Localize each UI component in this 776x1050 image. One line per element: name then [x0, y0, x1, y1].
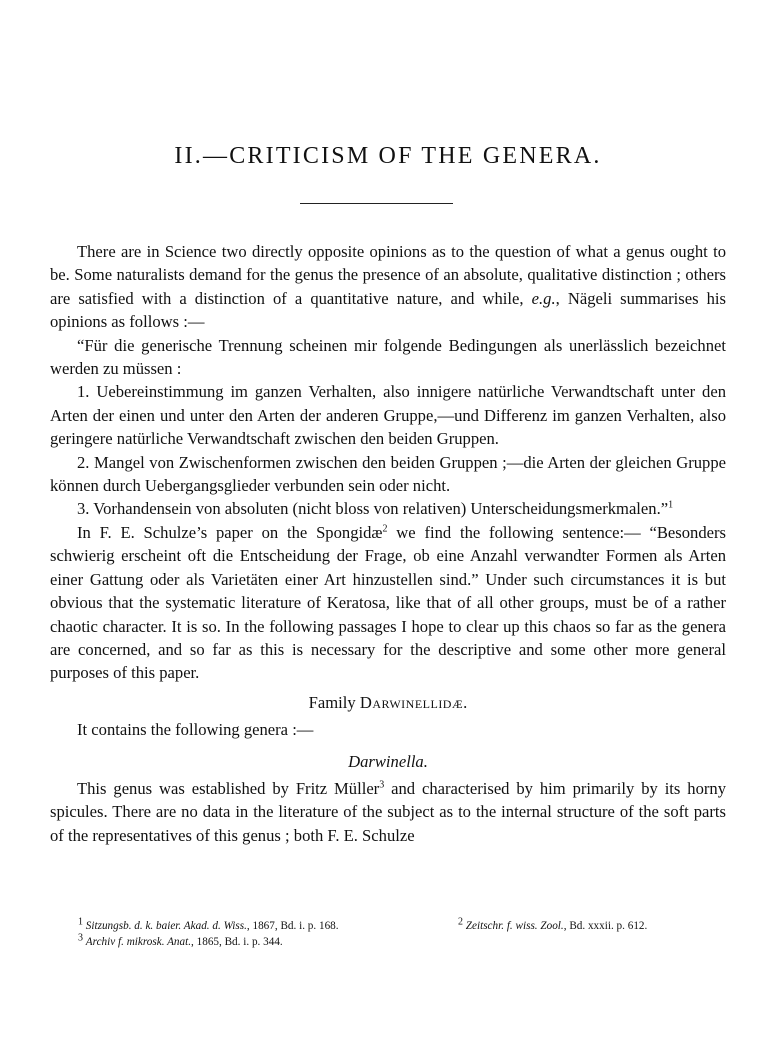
- footnote-details: , 1867, Bd. i. p. 168.: [246, 920, 339, 932]
- title-rule: [300, 203, 453, 204]
- footnote-ref-2: 2: [382, 523, 388, 535]
- footnote-ref-1: 1: [668, 499, 674, 511]
- genus-heading: Darwinella.: [348, 751, 428, 771]
- footnote-details: , 1865, Bd. i. p. 344.: [191, 936, 283, 948]
- footnote-source: Sitzungsb. d. k. baier. Akad. d. Wiss.: [85, 920, 247, 932]
- paragraph-quote-intro: “Für die generische Trennung scheinen mir folgende Bedingungen als unerlässlich bezeichnet werden zu müssen :: [50, 335, 726, 379]
- footnote-3: [78, 934, 738, 950]
- footnote-2: [458, 918, 647, 934]
- footnote-mark: 1: [78, 916, 83, 928]
- footnote-ref-3: 3: [379, 779, 385, 791]
- footnote-1: [78, 918, 458, 934]
- paragraph-darwinella: This genus was established by Fritz Müller$^3$ and characterised by him primarily by its horny spicules. There are no data in the literature of the subject as to the internal structure of the soft parts of the representatives of this genus ; both F. E. Schulze: [50, 778, 726, 845]
- footnote-source: Archiv f. mikrosk. Anat.: [85, 936, 192, 948]
- footnotes: [78, 918, 738, 950]
- page-body: [50, 240, 726, 847]
- paragraph-condition-1: 1. Uebereinstimmung im ganzen Verhalten, also innigere natürliche Verwandtschaft unter den Arten der einen und unter den Arten der anderen Gruppe,—und Differenz im ganzen Verhalten, also geringere natürliche Verwandtschaft zwischen den beiden Gruppen.: [50, 382, 726, 449]
- footnote-mark: 2: [458, 916, 463, 928]
- paragraph-condition-3: [50, 497, 726, 520]
- condition-3-text: 3. Vorhandensein von absoluten (nicht bloss von relativen) Unterscheidungsmerkmalen.”: [77, 499, 669, 519]
- genera-intro: It contains the following genera :—: [77, 720, 314, 740]
- section-title: II.—CRITICISM OF THE GENERA.: [174, 143, 602, 169]
- paragraph-genus-opinions: There are in Science two directly opposite opinions as to the question of what a genus ought to be. Some naturalists demand for the genus the presence of an absolute, qualitative distinction ; others are satisfied with a distinction of a quantitative nature, and while, e.g., Nägeli summarises his opinions as follows :—: [50, 242, 726, 332]
- family-heading: Family Darwinellidæ.: [308, 692, 468, 712]
- paragraph-schulze: In F. E. Schulze’s paper on the Spongidæ$^2$ we find the following sentence:— “Besonders schwierig erscheint oft die Entscheidung der Frage, ob eine Anzahl verwandter Formen als Arten einer Gattung oder als Varietäten einer Art hinzustellen sind.” Under such circumstances it is but obvious that the systematic literature of Keratosa, like that of all other groups, must be of a rather chaotic character. It is so. In the following passages I hope to clear up this chaos so far as the genera are concerned, and so far as this is necessary for the descriptive and some other more general purposes of this paper.: [50, 522, 726, 683]
- footnote-row: [78, 918, 738, 934]
- footnote-source: Zeitschr. f. wiss. Zool.: [465, 920, 564, 932]
- footnote-mark: 3: [78, 932, 83, 944]
- paragraph-condition-2: 2. Mangel von Zwischenformen zwischen den beiden Gruppen ;—die Arten der gleichen Gruppe können durch Uebergangsglieder verbunden sein oder nicht.: [50, 452, 726, 496]
- footnote-details: , Bd. xxxii. p. 612.: [563, 920, 648, 932]
